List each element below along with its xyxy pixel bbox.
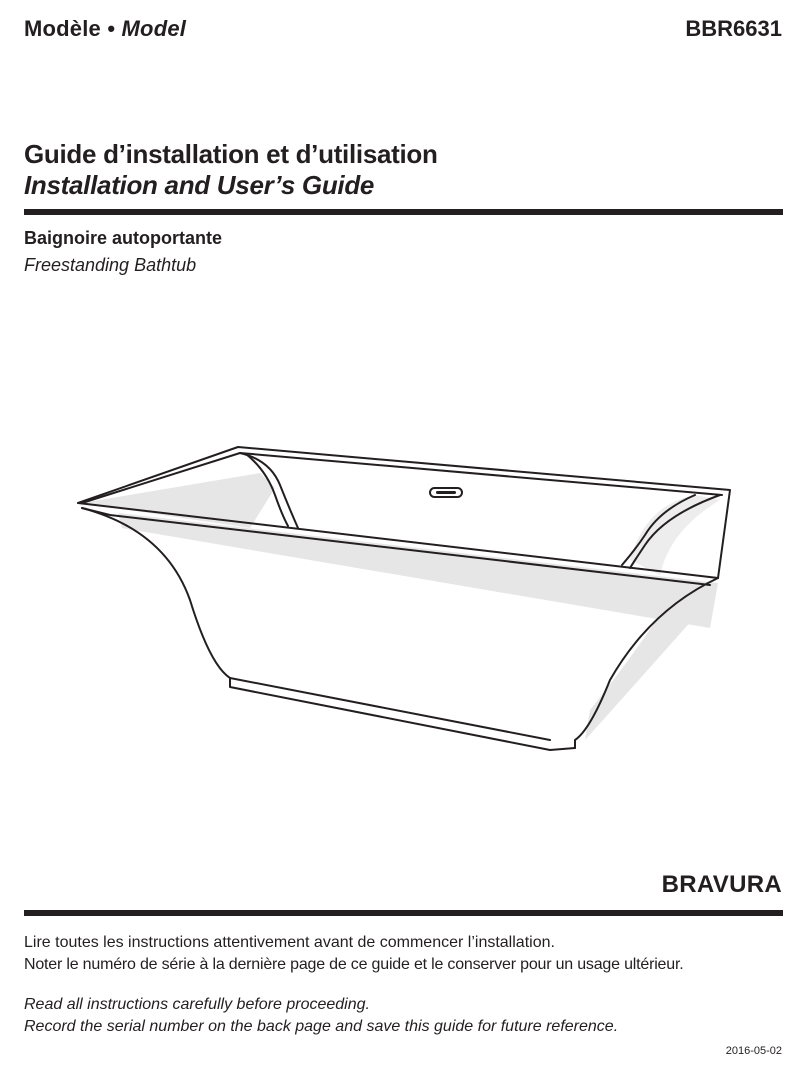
inner-wall-shade bbox=[82, 473, 275, 528]
model-label-fr: Modèle bbox=[24, 16, 101, 41]
subtitle-fr: Baignoire autoportante bbox=[24, 228, 223, 248]
overflow-drain-slot bbox=[436, 491, 456, 494]
model-label bbox=[24, 16, 186, 42]
instruction-note-en-1: Read all instructions carefully before proceeding. bbox=[24, 996, 370, 1013]
instruction-note-fr-1: Lire toutes les instructions attentivement avant de commencer l’installation. bbox=[24, 934, 555, 951]
brand-divider bbox=[24, 910, 783, 916]
front-band-shade bbox=[118, 513, 718, 628]
instruction-note-en-2: Record the serial number on the back page and save this guide for future reference. bbox=[24, 1018, 619, 1035]
revision-date: 2016-05-02 bbox=[725, 1045, 782, 1057]
bathtub-illustration bbox=[70, 440, 750, 760]
side-panel-shade bbox=[585, 600, 710, 740]
model-number: BBR6631 bbox=[685, 16, 782, 41]
model-separator: • bbox=[107, 16, 116, 41]
title-divider bbox=[24, 209, 783, 215]
model-label-en: Model bbox=[121, 16, 187, 41]
corner-shade bbox=[630, 495, 720, 575]
base-top-line bbox=[230, 678, 550, 740]
subtitle-en: Freestanding Bathtub bbox=[24, 255, 197, 275]
brand-name: BRAVURA bbox=[661, 871, 782, 898]
title-fr: Guide d’installation et d’utilisation bbox=[24, 139, 438, 169]
instruction-note-fr-2: Noter le numéro de série à la dernière page de ce guide et le conserver pour un usage ultérieur. bbox=[24, 956, 684, 973]
title-en: Installation and User’s Guide bbox=[24, 170, 375, 200]
